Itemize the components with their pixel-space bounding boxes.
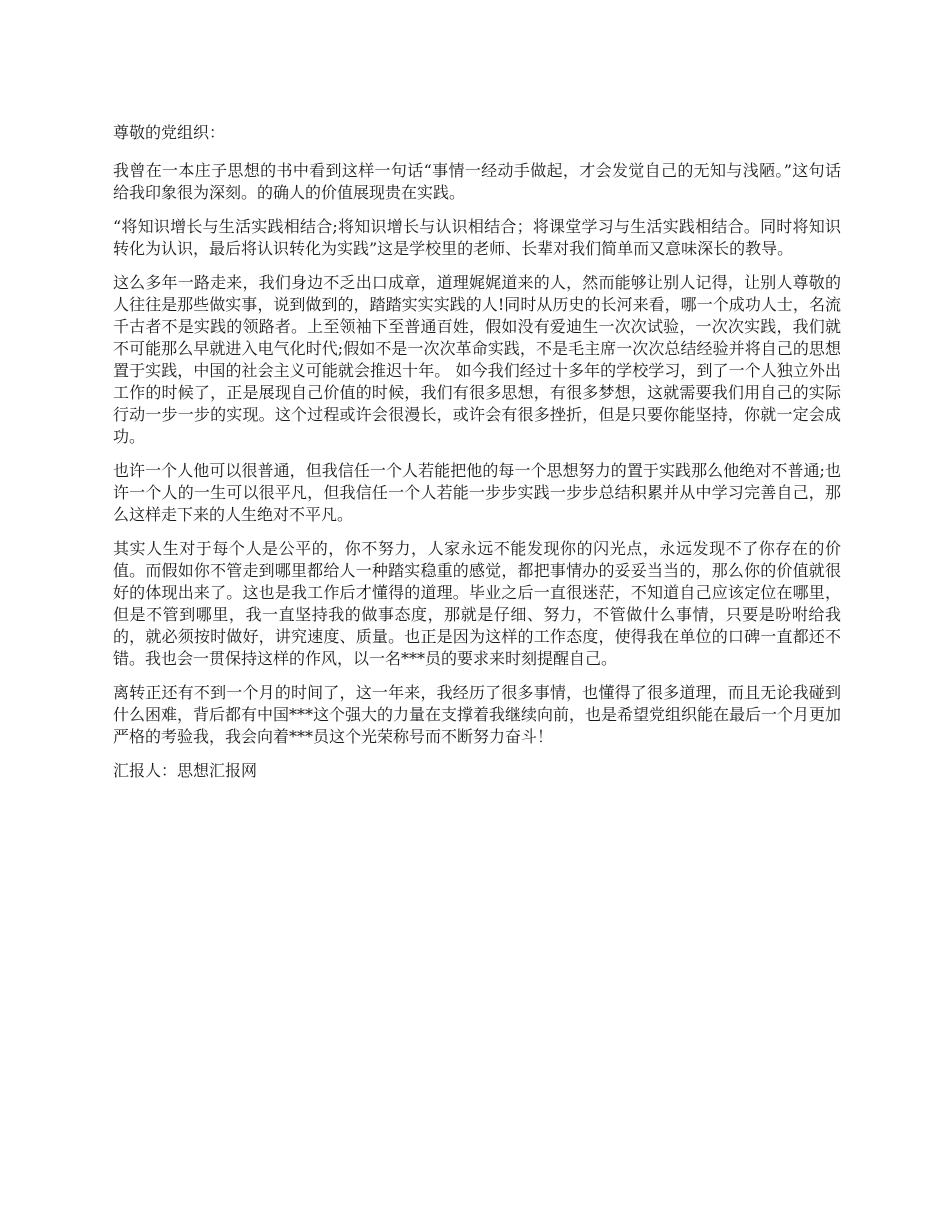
paragraph-5: 其实人生对于每个人是公平的，你不努力，人家永远不能发现你的闪光点，永远发现不了你存在的价值。而假如你不管走到哪里都给人一种踏实稳重的感觉，都把事情办的妥妥当当的，那么你的价值就很好的体现出来了。这也是我工作后才懂得的道理。毕业之后一直很迷茫，不知道自己应该定位在哪里，但是不管到哪里，我一直坚持我的做事态度，那就是仔细、努力，不管做什么事情，只要是吩咐给我的，就必须按时做好，讲究速度、质量。也正是因为这样的工作态度，使得我在单位的口碑一直都还不错。我也会一贯保持这样的作风，以一名***员的要求来时刻提醒自己。: [113, 539, 841, 668]
paragraph-6: 离转正还有不到一个月的时间了，这一年来，我经历了很多事情，也懂得了很多道理，而且无论我碰到什么困难，背后都有中国***这个强大的力量在支撑着我继续向前，也是希望党组织能在最后一个月更加严格的考验我，我会向着***员这个光荣称号而不断努力奋斗！: [113, 683, 842, 746]
paragraph-1: 我曾在一本庄子思想的书中看到这样一句话“事情一经动手做起，才会发觉自己的无知与浅陋。”这句话给我印象很为深刻。的确人的价值展现贵在实践。: [113, 161, 841, 202]
paragraph-3: 这么多年一路走来，我们身边不乏出口成章，道理娓娓道来的人，然而能够让别人记得，让别人尊敬的人往往是那些做实事，说到做到的，踏踏实实实践的人!同时从历史的长河来看，哪一个成功人士，名流千古者不是实践的领路者。上至领袖下至普通百姓，假如没有爱迪生一次次试验，一次次实践，我们就不可能那么早就进入电气化时代;假如不是一次次革命实践，不是毛主席一次次总结经验并将自己的思想置于实践，中国的社会主义可能就会推迟十年。 如今我们经过十多年的学校学习，到了一个人独立外出工作的时候了，正是展现自己价值的时候，我们有很多思想，有很多梦想，这就需要我们用自己的实际行动一步一步的实现。这个过程或许会很漫长，或许会有很多挫折，但是只要你能坚持，你就一定会成功。: [113, 273, 841, 446]
greeting: 尊敬的党组织：: [113, 123, 226, 142]
document-body: [113, 122, 841, 794]
paragraph-2: “将知识增长与生活实践相结合;将知识增长与认识相结合；将课堂学习与生活实践相结合。同时将知识转化为认识，最后将认识转化为实践”这是学校里的老师、长辈对我们简单而又意味深长的教导。: [113, 217, 841, 258]
paragraph-4: 也许一个人他可以很普通，但我信任一个人若能把他的每一个思想努力的置于实践那么他绝对不普通;也许一个人的一生可以很平凡，但我信任一个人若能一步步实践一步步总结积累并从中学习完善自己，那么这样走下来的人生绝对不平凡。: [113, 461, 841, 524]
signature: 汇报人：思想汇报网: [113, 761, 258, 780]
